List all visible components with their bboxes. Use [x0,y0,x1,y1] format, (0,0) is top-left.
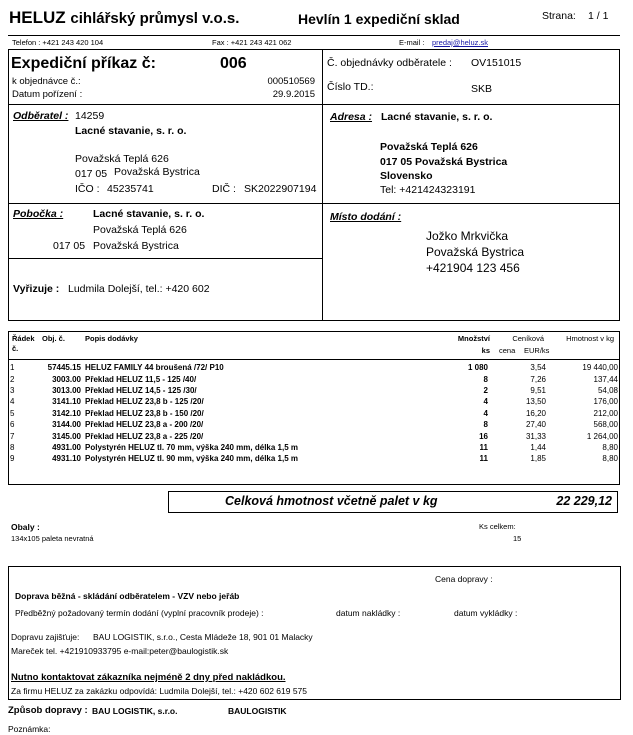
odberatel-street: Považská Teplá 626 [75,153,169,165]
pobocka-name: Lacné stavanie, s. r. o. [93,208,205,220]
frame-right [619,49,620,320]
row-weight: 19 440,00 [582,363,618,373]
row-number: 6 [10,420,15,430]
nutno-kontaktovat: Nutno kontaktovat zákazníka nejméně 2 dny před nakládkou. [11,672,286,683]
table-bottom [8,484,620,485]
adresa-tel: Tel: +421424323191 [380,184,476,196]
row-weight: 137,44 [593,374,618,384]
row-quantity: 8 [483,420,488,430]
vyrizuje-value: Ludmila Dolejší, tel.: +420 602 [68,283,210,295]
row-price: 13,50 [525,397,546,407]
row-number: 7 [10,431,15,441]
col-hmotnost: Hmotnost v kg [566,334,614,343]
odberatel-code: 14259 [75,110,105,122]
odberatel-zip: 017 05 [75,168,108,180]
datum-vykladky: datum vykládky : [454,608,518,618]
dic-label: DIČ : [212,183,236,195]
ico-value: 45235741 [107,183,154,195]
misto-label: Místo dodání : [330,211,402,223]
row-description: Překlad HELUZ 11,5 - 125 /40/ [85,374,197,384]
col-cenikova: Ceníková [512,334,544,343]
fax-text: Fax : +421 243 421 062 [212,38,292,47]
row-quantity: 2 [483,385,488,395]
row-number: 5 [10,408,15,418]
row-quantity: 16 [479,431,488,441]
doprava-type: Doprava běžná - skládání odběratelem - VZV nebo jeřáb [15,591,240,601]
table-row [8,362,620,373]
adresa-name: Lacné stavanie, s. r. o. [381,111,493,123]
odberatel-name: Lacné stavanie, s. r. o. [75,125,187,137]
adresa-street: Považská Teplá 626 [380,141,478,153]
col-popis: Popis dodávky [85,334,138,343]
pobocka-zip: 017 05 [53,240,86,252]
table-row [8,373,620,384]
row-price: 16,20 [525,408,546,418]
table-row [8,419,620,430]
dopravce-contact: Mareček tel. +421910933795 e-mail:peter@baulogistik.sk [11,646,229,656]
row-obj: 3144.00 [52,420,81,430]
company-brand: HELUZ [9,8,66,27]
warehouse-title: Hevlín 1 expediční sklad [298,11,460,27]
row-obj: 57445.15 [47,363,81,373]
customer-order-value: OV151015 [471,57,522,69]
order-title: Expediční příkaz č: [11,55,156,72]
row-number: 1 [10,363,15,373]
td-value: SKB [471,83,493,95]
row-price: 27,40 [525,420,546,430]
row-weight: 8,80 [602,454,618,464]
pobocka-street: Považská Teplá 626 [93,224,187,236]
table-row [8,396,620,407]
row-number: 8 [10,442,15,452]
datum-value: 29.9.2015 [272,89,315,100]
poznamka-label: Poznámka: [8,724,51,734]
ks-celkem-label: Ks celkem: [479,522,516,531]
col-ks: ks [481,346,490,355]
table-header-divider [8,359,620,360]
row-description: Polystyrén HELUZ tl. 90 mm, výška 240 mm, délka 1,5 m [85,454,298,464]
td-label: Číslo TD.: [327,81,374,93]
zajistuje-value: BAU LOGISTIK, s.r.o., Cesta Mládeže 18, 901 01 Malacky [93,632,313,642]
row-quantity: 11 [479,442,488,452]
email-label: E-mail : [399,38,425,47]
adresa-country: Slovensko [380,170,433,182]
cena-dopravy-label: Cena dopravy : [435,574,493,584]
row-quantity: 11 [479,454,488,464]
row-obj: 3145.00 [52,431,81,441]
order-number: 006 [220,55,247,72]
dic-value: SK2022907194 [244,183,317,195]
frame-top [8,49,620,50]
misto-city: Považská Bystrica [426,245,525,259]
odberatel-city: Považská Bystrica [114,166,200,178]
table-row [8,442,620,453]
row-obj: 3142.10 [52,408,81,418]
row-obj: 3013.00 [52,385,81,395]
ks-celkem-value: 15 [513,534,522,543]
obaly-value: 134x105 paleta nevratná [11,534,94,543]
row-obj: 3003.00 [52,374,81,384]
predbezny-termin: Předběžný požadovaný termín dodání (vyplní pracovník prodeje) : [15,608,264,618]
divider [8,35,620,36]
misto-name: Jožko Mrkvička [426,229,509,243]
company-name [9,8,239,28]
row-price: 1,85 [530,454,546,464]
k-objednavce-value: 000510569 [267,76,315,87]
table-row [8,453,620,464]
odberatel-label: Odběratel : [13,110,69,122]
row-number: 3 [10,385,15,395]
divider [8,258,323,259]
row-number: 4 [10,397,15,407]
zajistuje-label: Dopravu zajišťuje: [11,632,80,642]
zpusob-label: Způsob dopravy : [8,705,88,716]
frame-middle [322,49,323,320]
row-description: Překlad HELUZ 14,5 - 125 /30/ [85,385,197,395]
table-row [8,408,620,419]
col-radek-2: č. [12,344,19,353]
row-weight: 212,00 [593,408,618,418]
row-obj: 4931.00 [52,442,81,452]
zpusob-code: BAULOGISTIK [228,706,287,716]
table-top [8,331,620,332]
pobocka-label: Pobočka : [13,208,64,220]
adresa-label: Adresa : [330,111,373,123]
row-quantity: 8 [483,374,488,384]
row-quantity: 4 [483,397,488,407]
frame-left [8,49,9,320]
row-description: Překlad HELUZ 23,8 b - 150 /20/ [85,408,204,418]
datum-label: Datum pořízení : [12,89,83,100]
ico-label: IČO : [75,183,100,195]
row-description: HELUZ FAMILY 44 broušená /72/ P10 [85,363,224,373]
row-price: 7,26 [530,374,546,384]
row-obj: 3141.10 [52,397,81,407]
vyrizuje-label: Vyřizuje : [13,283,60,295]
col-eur: EUR/ks [524,346,550,355]
row-price: 31,33 [525,431,546,441]
row-description: Polystyrén HELUZ tl. 70 mm, výška 240 mm, délka 1,5 m [85,442,298,452]
row-description: Překlad HELUZ 23,8 a - 200 /20/ [85,420,204,430]
frame-bottom [8,320,620,321]
row-obj: 4931.10 [52,454,81,464]
row-weight: 8,80 [602,442,618,452]
table-row [8,430,620,441]
adresa-zip-city: 017 05 Považská Bystrica [380,156,508,168]
divider [8,203,620,204]
total-label: Celková hmotnost včetně palet v kg [225,494,438,508]
row-weight: 54,08 [597,385,618,395]
divider [8,104,620,105]
company-subtitle: cihlářský průmysl v.o.s. [70,10,240,27]
customer-order-label: Č. objednávky odběratele : [327,57,452,69]
col-cena: cena [499,346,516,355]
total-value: 22 229,12 [556,494,612,508]
col-obj: Obj. č. [42,334,65,343]
row-price: 1,44 [530,442,546,452]
page-label: Strana: [542,10,576,22]
obaly-label: Obaly : [11,522,40,532]
za-firmu: Za firmu HELUZ za zakázku odpovídá: Ludmila Dolejší, tel.: +420 602 619 575 [11,686,308,696]
row-description: Překlad HELUZ 23,8 a - 225 /20/ [85,431,204,441]
phone-text: Telefon : +421 243 420 104 [12,38,104,47]
items-table [8,362,620,465]
col-radek: Řádek [12,334,35,343]
row-price: 3,54 [530,363,546,373]
row-weight: 568,00 [593,420,618,430]
datum-nakladky: datum nakládky : [336,608,401,618]
pobocka-city: Považská Bystrica [93,240,179,252]
row-weight: 1 264,00 [586,431,618,441]
row-number: 2 [10,374,15,384]
row-price: 9,51 [530,385,546,395]
row-quantity: 4 [483,408,488,418]
zpusob-value: BAU LOGISTIK, s.r.o. [92,706,178,716]
row-quantity: 1 080 [467,363,488,373]
row-weight: 176,00 [593,397,618,407]
table-row [8,385,620,396]
k-objednavce-label: k objednávce č.: [12,76,81,87]
col-mnozstvi: Množství [457,334,490,343]
row-description: Překlad HELUZ 23,8 b - 125 /20/ [85,397,204,407]
row-number: 9 [10,454,15,464]
misto-phone: +421904 123 456 [426,261,520,275]
page-value: 1 / 1 [588,10,609,22]
email-link[interactable]: predaj@heluz.sk [432,38,488,47]
